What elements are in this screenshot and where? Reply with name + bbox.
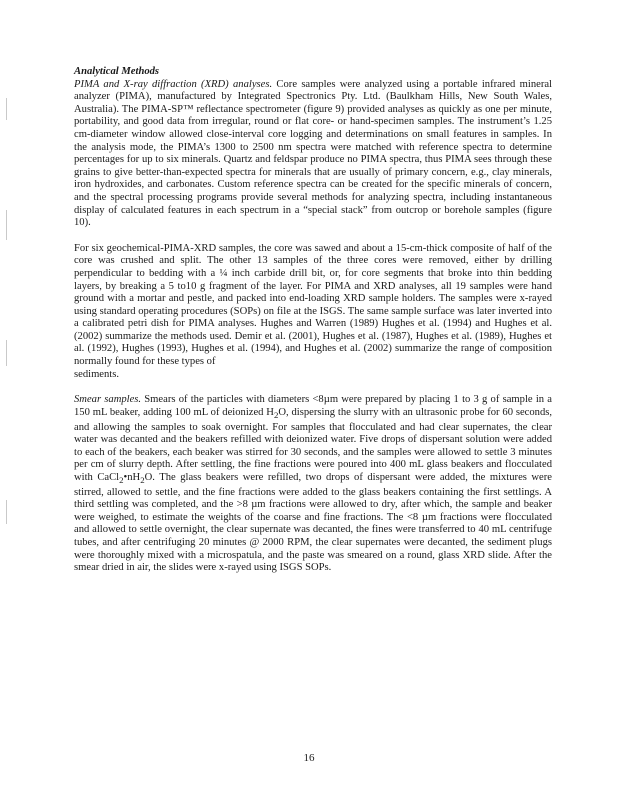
- scan-artifact-mark: [6, 340, 7, 366]
- subscript: 2: [273, 409, 279, 420]
- scan-artifact-mark: [6, 98, 7, 120]
- scan-artifact-mark: [6, 500, 7, 524]
- paragraph-tail: sediments.: [74, 368, 120, 380]
- paragraph-pima-xrd: [74, 79, 552, 230]
- paragraph-text: For six geochemical-PIMA-XRD samples, the core was sawed and about a 15-cm-thick composite of half of the core was crushed and split. The other 13 samples of the three cores were removed, either by drilling perpendicular to bedding with a ¼ inch carbide drill bit, or, for core segments that broke into thin bedding layers, by breaking a 5 to10 g fragment of the layer. For PIMA and XRD analyses, all 19 samples were hand ground with a mortar and pestle, and packed into end-loading XRD sample holders. The samples were x-rayed using standard operating procedures (SOPs) on file at the ISGS. The same sample surface was later inverted into a calibrated petri dish for PIMA analyses. Hughes and Warren (1989) Hughes et al. (1994) and Hughes et al. (2002) summarize the methods used. Demir et al. (2001), Hughes et al. (1987), Hughes et al. (1989), Hughes et al. (1992), Hughes (1993), Hughes et al. (1994), and Hughes et al. (2002) summarize the range of composition normally found for these types of: [74, 242, 552, 368]
- paragraph-lead-pima-xrd: PIMA and X-ray diffraction (XRD) analyses.: [74, 78, 273, 90]
- paragraph-lead-smear-samples: Smear samples.: [74, 394, 142, 406]
- page-number: 16: [303, 752, 315, 764]
- paragraph-sample-preparation: [74, 243, 552, 382]
- scan-artifact-mark: [6, 210, 7, 240]
- paragraph-text: O. The glass beakers were refilled, two drops of dispersant were added, the mixtures were stirred, allowed to settle, and the fine fractions were added to the glass beakers containing the first settlings. A third settling was completed, and the >8 µm fractions were allowed to dry, after which, the sample and beaker were weighed, to estimate the weights of the coarse and fine fractions. The <8 µm fractions were flocculated and allowed to settle overnight, the clear supernate was decanted, the fines were transferred to 40 mL centrifuge tubes, and after centrifuging 20 minutes @ 2000 RPM, the clear supernates were decanted, the sediment plugs were thoroughly mixed with a microspatula, and the paste was smeared on a round, glass XRD slide. After the smear dried in air, the slides were x-rayed using ISGS SOPs.: [74, 471, 552, 574]
- paragraph-text: •nH: [123, 471, 141, 483]
- paragraph-text: Core samples were analyzed using a portable infrared mineral analyzer (PIMA), manufactured by Integrated Spectronics Pty. Ltd. (Baulkham Hills, New South Wales, Australia). The PIMA-SP™ reflectance spectrometer (figure 9) provided analyses as quickly as one per minute, portability, and good data from irregular, round or flat core- or hand-specimen samples. The instrument’s 1.25 cm-diameter window allowed close-interval core logging and determinations on small features in samples. In the analysis mode, the PIMA’s 1300 to 2500 nm spectra were matched with reference spectra to determine percentages for up to six minerals. Quartz and feldspar produce no PIMA spectra, thus PIMA sees through these grains to give better-than-expected spectra for minerals that are usually of primary concern, e.g., clay minerals, iron hydroxides, and carbonates. Custom reference spectra can be created for the specific minerals of concern, and the spectral processing programs provide several methods for analyzing spectra, including instantaneous display of calculated features in each spectrum in a “special stack” from outcrop or borehole samples (figure 10).: [74, 78, 553, 229]
- document-body: [74, 66, 552, 575]
- subscript: 2: [140, 475, 145, 486]
- paragraph-smear-samples: [74, 394, 552, 575]
- subscript: 2: [119, 475, 124, 486]
- paragraph-text: Smears of the particles with diameters <8µm were prepared by placing 1 to 3 g of sample in a 150 mL beaker, adding 100 mL of deionized H: [74, 394, 552, 418]
- section-heading: Analytical Methods: [74, 66, 160, 77]
- paragraph-text: O, dispersing the slurry with an ultrasonic probe for 60 seconds, and allowing the samples to soak overnight. For samples that flocculated and had clear supernates, the clear water was decanted and the beakers refilled with deionized water. Five drops of dispersant solution were added to each of the beakers, each beaker was stirred for 30 seconds, and the samples were allowed to settle 3 minutes per cm of slurry depth. After settling, the fine fractions were poured into 400 mL glass beakers and flocculated with CaCl: [74, 406, 553, 483]
